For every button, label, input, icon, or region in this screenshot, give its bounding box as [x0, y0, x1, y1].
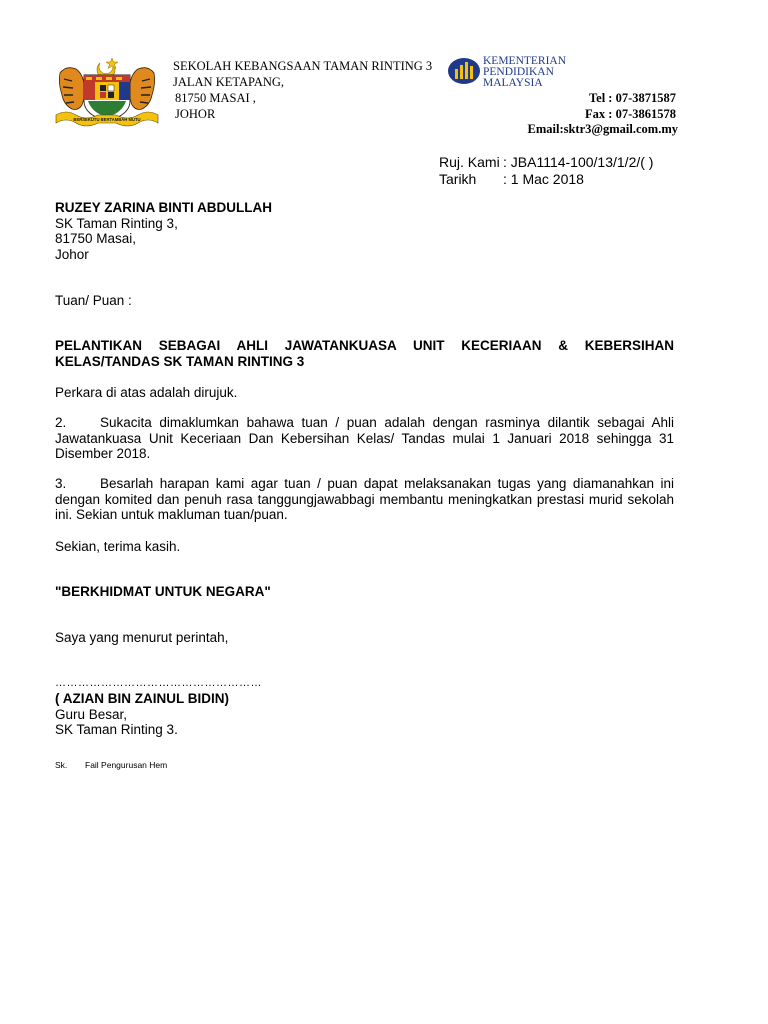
fax: Fax : 07-3861578: [585, 106, 676, 121]
kpm-line3: MALAYSIA: [483, 77, 543, 89]
signer-block: [55, 691, 229, 738]
signer-school: SK Taman Rinting 3.: [55, 722, 178, 738]
cc-label: Sk.: [55, 760, 68, 770]
paragraph-2-text: Sukacita dimaklumkan bahawa tuan / puan adalah dengan rasminya dilantik sebagai Ahli Jawatankuasa Unit Keceriaan Dan Kebersihan Kelas/ Tandas mulai 1 Januari 2018 sehingga 31 Disember 2018.: [55, 415, 674, 462]
tarikh-label: Tarikh: [439, 171, 477, 187]
ruj-value: : JBA1114-100/13/1/2/( ): [503, 154, 654, 170]
school-address-line1: JALAN KETAPANG,: [173, 75, 285, 89]
contact-block: [585, 91, 676, 122]
carbon-copy: [55, 760, 167, 770]
paragraph-3: [55, 476, 674, 523]
school-name: SEKOLAH KEBANGSAAN TAMAN RINTING 3: [173, 59, 433, 73]
crest-banner-text: BERSEKUTU BERTAMBAH MUTU: [73, 117, 141, 122]
email: Email:sktr3@gmail.com.my: [527, 122, 678, 136]
ruj-label: Ruj. Kami: [439, 154, 500, 170]
paragraph-2-number: 2.: [55, 415, 67, 430]
signer-title: Guru Besar,: [55, 706, 128, 722]
school-address-line2: 81750 MASAI ,: [175, 91, 256, 105]
paragraph-2: [55, 415, 674, 462]
closing-thanks: Sekian, terima kasih.: [55, 539, 181, 554]
subject-heading: PELANTIKAN SEBAGAI AHLI JAWATANKUASA UNIT KECERIAAN & KEBERSIHAN KELAS/TANDAS SK TAMAN RINTING 3: [55, 338, 674, 369]
reference-block: [439, 154, 653, 188]
kpm-line2: PENDIDIKAN: [483, 66, 554, 78]
recipient-line3: Johor: [55, 246, 89, 262]
coat-of-arms-logo: [48, 55, 166, 129]
recipient-name: RUZEY ZARINA BINTI ABDULLAH: [55, 200, 272, 215]
recipient-block: [55, 200, 272, 262]
paragraph-3-number: 3.: [55, 476, 67, 491]
paragraph-3-text: Besarlah harapan kami agar tuan / puan dapat melaksanakan tugas yang diamanahkan ini dengan komited dan penuh rasa tanggungjawabbagi membantu meningkatkan prestasi murid sekolah ini. Sekian untuk makluman tuan/puan.: [55, 476, 674, 523]
motto: "BERKHIDMAT UNTUK NEGARA": [55, 584, 271, 599]
signer-name: ( AZIAN BIN ZAINUL BIDIN): [55, 691, 229, 706]
tel: Tel : 07-3871587: [588, 91, 676, 105]
cc-value: Fail Pengurusan Hem: [85, 760, 168, 770]
kpm-logo-text: [483, 56, 566, 89]
school-address-line3: JOHOR: [175, 107, 216, 121]
recipient-line1: SK Taman Rinting 3,: [55, 215, 178, 231]
salutation: Tuan/ Puan :: [55, 293, 132, 308]
paragraph-1: Perkara di atas adalah dirujuk.: [55, 385, 238, 400]
school-address-block: [173, 58, 432, 122]
sign-intro: Saya yang menurut perintah,: [55, 630, 229, 645]
tarikh-value: : 1 Mac 2018: [503, 171, 584, 187]
kpm-logo-icon: [447, 57, 481, 85]
signature-line: ………………………………………………: [55, 677, 262, 689]
kpm-line1: KEMENTERIAN: [483, 55, 567, 67]
recipient-line2: 81750 Masai,: [55, 231, 137, 247]
